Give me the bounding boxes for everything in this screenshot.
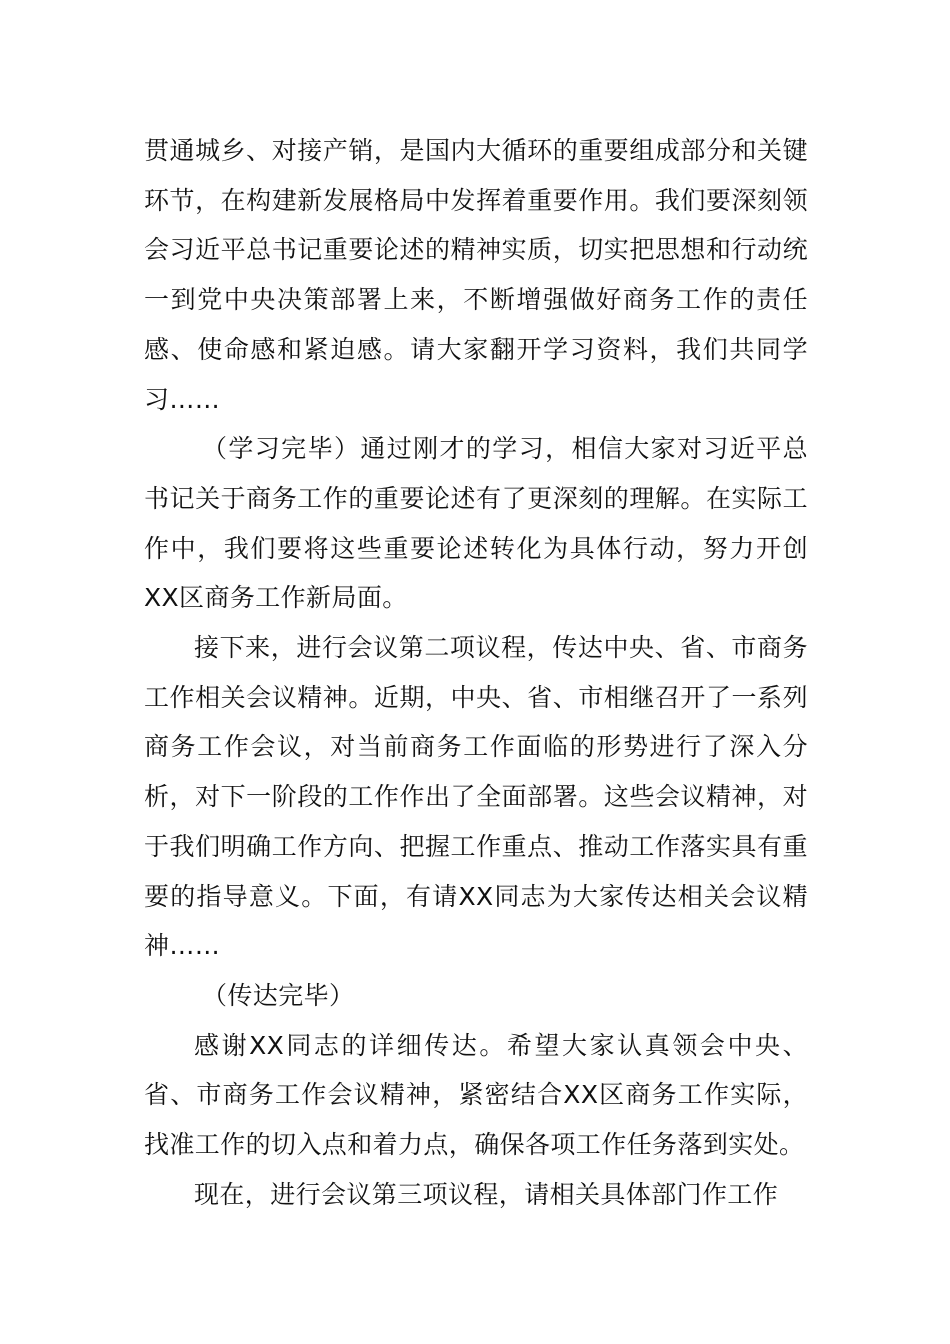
document-body: [144, 126, 808, 1219]
paragraph-6: 现在，进行会议第三项议程，请相关具体部门作工作: [194, 1179, 779, 1209]
paragraph-4: （传达完毕）: [202, 980, 355, 1010]
paragraph-3: 接下来，进行会议第二项议程，传达中央、省、市商务工作相关会议精神。近期，中央、省、市相继召开了一系列商务工作会议，对当前商务工作面临的形势进行了深入分析，对下一阶段的工作作出了全面部署。这些会议精神，对于我们明确工作方向、把握工作重点、推动工作落实具有重要的指导意义。下面，有请XX同志为大家传达相关会议精神……: [144, 633, 808, 961]
paragraph-2: （学习完毕）通过刚才的学习，相信大家对习近平总书记关于商务工作的重要论述有了更深刻的理解。在实际工作中，我们要将这些重要论述转化为具体行动，努力开创XX区商务工作新局面。: [144, 434, 808, 613]
paragraph-5: 感谢XX同志的详细传达。希望大家认真领会中央、省、市商务工作会议精神，紧密结合XX区商务工作实际，找准工作的切入点和着力点，确保各项工作任务落到实处。: [144, 1030, 808, 1160]
paragraph-1: 贯通城乡、对接产销，是国内大循环的重要组成部分和关键环节，在构建新发展格局中发挥着重要作用。我们要深刻领会习近平总书记重要论述的精神实质，切实把思想和行动统一到党中央决策部署上来，不断增强做好商务工作的责任感、使命感和紧迫感。请大家翻开学习资料，我们共同学习……: [144, 136, 808, 414]
